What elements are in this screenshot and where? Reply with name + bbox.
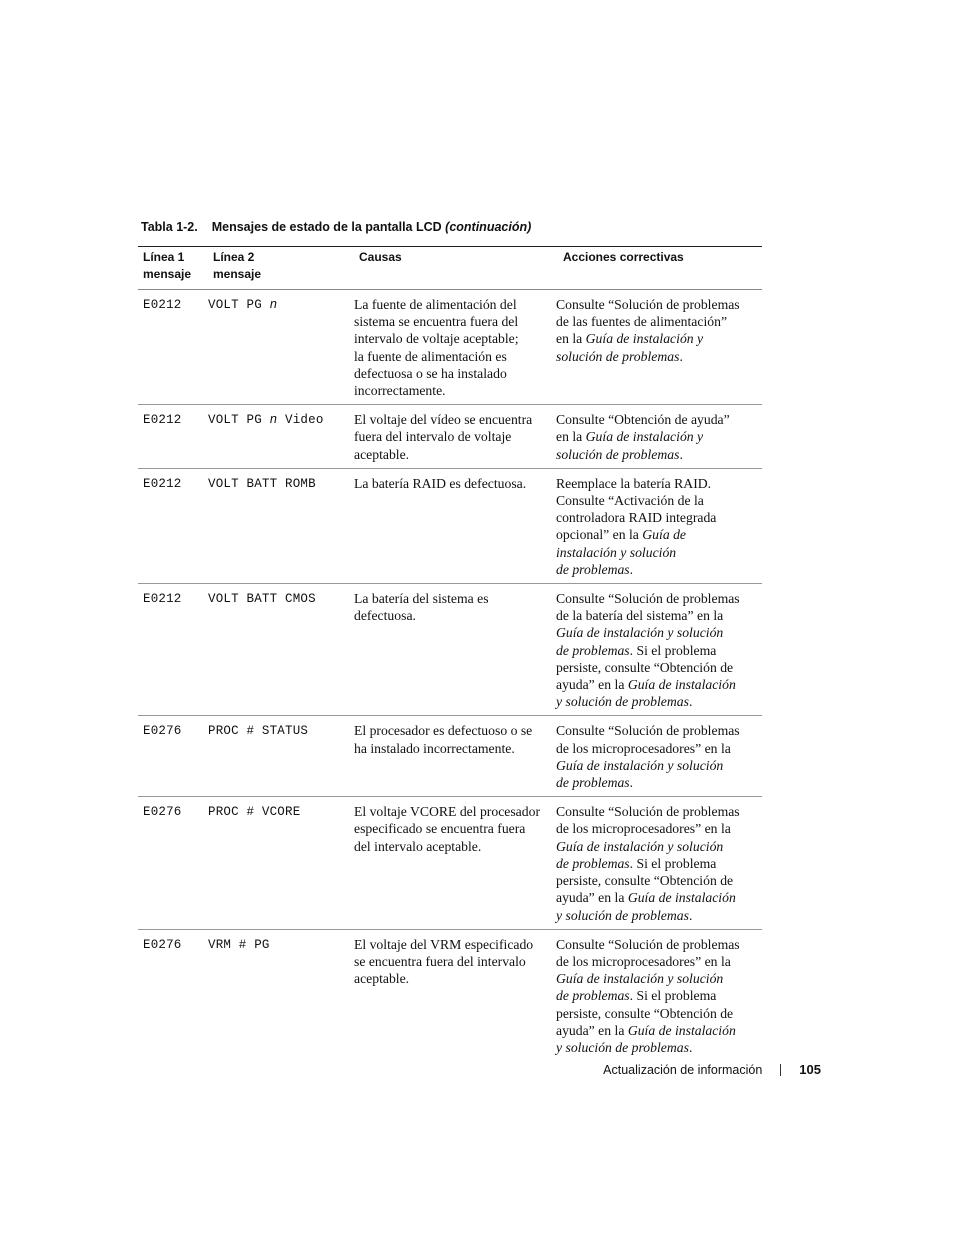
table-row <box>138 405 762 469</box>
action-reference: Guía de instalación <box>627 1022 736 1038</box>
header-line1-text: Línea 1 <box>143 250 185 264</box>
action-reference: y solución de problemas <box>556 694 689 710</box>
cause-line: La batería RAID es defectuosa. <box>354 475 527 491</box>
table-number: Tabla 1-2. <box>141 220 198 234</box>
action-line <box>556 428 755 445</box>
line1-code <box>138 469 208 578</box>
action-line <box>556 642 755 659</box>
action-reference: de problemas <box>556 855 630 871</box>
table-row <box>138 469 762 584</box>
action-text: . <box>679 446 683 462</box>
header-causes: Causas <box>359 250 402 264</box>
line2-message <box>208 290 354 399</box>
action-line <box>556 872 755 889</box>
action-text: . Si el problema <box>629 855 717 871</box>
table-body <box>138 290 762 1061</box>
cause-line: incorrectamente. <box>354 383 446 399</box>
action-line <box>556 803 755 820</box>
action-text: . <box>629 561 634 577</box>
action-text: persiste, consulte “Obtención de <box>556 1005 734 1021</box>
table-header-row <box>138 247 762 290</box>
message-text: VOLT BATT CMOS <box>208 592 316 607</box>
action-text: Reemplace la batería RAID. <box>556 475 712 491</box>
action-text: Consulte “Solución de problemas <box>556 591 740 607</box>
cause-cell <box>354 716 556 791</box>
page-footer <box>603 1062 821 1077</box>
cause-cell <box>354 290 556 399</box>
table-row <box>138 584 762 716</box>
action-reference: Guía de instalación y <box>585 331 704 347</box>
action-line <box>556 348 755 365</box>
cause-line: especificado se encuentra fuera <box>354 821 526 837</box>
action-text: ayuda” en la <box>556 1022 628 1038</box>
action-reference: Guía de instalación <box>627 890 736 906</box>
action-line <box>556 820 755 837</box>
action-reference: solución de problemas <box>556 348 680 364</box>
message-text: VOLT PG <box>208 298 270 312</box>
cause-cell <box>354 584 556 710</box>
action-text: Consulte “Activación de la <box>556 493 704 509</box>
message-text: PROC # VCORE <box>208 805 301 820</box>
action-text: de las fuentes de alimentación” <box>556 314 728 330</box>
action-line <box>556 590 755 607</box>
table-caption <box>141 220 531 234</box>
action-text: Consulte “Solución de problemas <box>556 936 740 952</box>
action-line <box>556 475 755 492</box>
table-row <box>138 290 762 405</box>
action-reference: de problemas <box>556 642 630 658</box>
action-cell <box>556 290 755 399</box>
action-cell <box>556 716 755 791</box>
action-line <box>556 624 755 641</box>
action-line <box>556 693 755 710</box>
message-variable: n <box>269 298 278 312</box>
action-text: opcional” en la <box>556 527 643 543</box>
action-reference: Guía de instalación y solución <box>556 971 724 987</box>
line1-code <box>138 930 208 1056</box>
action-reference: instalación y solución <box>556 544 677 560</box>
message-text: Video <box>277 413 324 428</box>
action-reference: de problemas <box>556 775 630 791</box>
message-text: VOLT PG <box>208 413 270 428</box>
action-cell <box>556 797 755 923</box>
cause-line: la fuente de alimentación es <box>354 348 507 364</box>
action-text: . <box>629 775 634 791</box>
line1-code-text: E0276 <box>143 805 182 820</box>
action-text: Consulte “Solución de problemas <box>556 804 740 820</box>
action-text: en la <box>556 429 586 445</box>
action-reference: Guía de <box>642 527 686 543</box>
line1-code-text: E0276 <box>143 724 182 739</box>
action-line <box>556 855 755 872</box>
action-line <box>556 411 755 428</box>
cause-line: La fuente de alimentación del <box>354 297 517 312</box>
header-line2-text: mensaje <box>213 267 262 281</box>
action-reference: Guía de instalación y solución <box>556 625 724 641</box>
action-text: de la batería del sistema” en la <box>556 608 724 624</box>
cause-line: El voltaje VCORE del procesador <box>354 804 541 820</box>
action-line <box>556 492 755 509</box>
action-text: ayuda” en la <box>556 890 628 906</box>
message-text: VRM # PG <box>208 937 270 952</box>
action-line <box>556 313 755 330</box>
line1-code-text: E0212 <box>143 413 182 428</box>
line1-code <box>138 584 208 710</box>
cause-line: aceptable. <box>354 446 410 462</box>
cause-line: El voltaje del VRM especificado <box>354 936 534 952</box>
line2-message <box>208 930 354 1056</box>
cause-line: del intervalo aceptable. <box>354 838 482 854</box>
line1-code-text: E0212 <box>143 592 182 607</box>
action-text: . <box>688 1039 693 1055</box>
cause-cell <box>354 469 556 578</box>
line1-code-text: E0276 <box>143 937 182 952</box>
table-title: Mensajes de estado de la pantalla LCD <box>211 220 442 234</box>
action-line <box>556 987 755 1004</box>
action-line <box>556 1005 755 1022</box>
message-variable: n <box>269 413 278 428</box>
action-line <box>556 774 755 791</box>
action-text: Consulte “Obtención de ayuda” <box>556 412 730 428</box>
action-line <box>556 722 755 739</box>
footer-separator <box>780 1064 781 1076</box>
line1-code <box>138 716 208 791</box>
cause-line: ha instalado incorrectamente. <box>354 740 515 756</box>
line2-message <box>208 716 354 791</box>
action-line <box>556 1022 755 1039</box>
action-line <box>556 1039 755 1056</box>
action-text: ayuda” en la <box>556 677 628 693</box>
cause-cell <box>354 797 556 923</box>
action-line <box>556 509 755 526</box>
line2-message <box>208 405 354 463</box>
cause-line: fuera del intervalo de voltaje <box>354 429 512 445</box>
line2-message <box>208 584 354 710</box>
cause-line: sistema se encuentra fuera del <box>354 314 519 330</box>
action-cell <box>556 469 755 578</box>
table-row <box>138 716 762 797</box>
action-text: Consulte “Solución de problemas <box>556 723 740 739</box>
action-line <box>556 970 755 987</box>
action-text: en la <box>556 331 586 347</box>
action-reference: Guía de instalación y solución <box>556 838 724 854</box>
action-text: controladora RAID integrada <box>556 510 717 526</box>
page-number: 105 <box>799 1062 821 1077</box>
header-actions: Acciones correctivas <box>563 250 684 264</box>
header-line1-text: mensaje <box>143 267 192 281</box>
action-line <box>556 561 755 578</box>
message-text: PROC # STATUS <box>208 724 309 739</box>
action-text: persiste, consulte “Obtención de <box>556 873 734 889</box>
header-line1 <box>138 249 213 283</box>
action-reference: Guía de instalación y solución <box>556 757 724 773</box>
cause-line: El voltaje del vídeo se encuentra <box>354 412 533 428</box>
action-reference: de problemas <box>556 988 630 1004</box>
action-text: . <box>688 694 693 710</box>
action-text: . Si el problema <box>629 642 717 658</box>
header-line2 <box>213 249 359 283</box>
action-line <box>556 953 755 970</box>
action-text: de los microprocesadores” en la <box>556 821 731 837</box>
cause-line: La batería del sistema es <box>354 591 489 607</box>
action-cell <box>556 584 755 710</box>
line1-code-text: E0212 <box>143 476 182 491</box>
action-line <box>556 330 755 347</box>
action-text: . <box>688 907 693 923</box>
action-reference: y solución de problemas <box>556 907 689 923</box>
action-line <box>556 907 755 924</box>
action-reference: de problemas <box>556 561 630 577</box>
header-line2-text: Línea 2 <box>213 250 255 264</box>
cause-cell <box>354 930 556 1056</box>
action-line <box>556 659 755 676</box>
cause-line: defectuosa o se ha instalado <box>354 365 507 381</box>
action-reference: y solución de problemas <box>556 1039 689 1055</box>
action-text: de los microprocesadores” en la <box>556 740 731 756</box>
cause-line: El procesador es defectuoso o se <box>354 723 533 739</box>
line1-code-text: E0212 <box>143 298 182 312</box>
action-line <box>556 446 755 463</box>
action-reference: Guía de instalación <box>627 677 736 693</box>
action-line <box>556 526 755 543</box>
action-line <box>556 936 755 953</box>
action-line <box>556 544 755 561</box>
cause-line: intervalo de voltaje aceptable; <box>354 331 519 347</box>
lcd-messages-table <box>138 246 762 1061</box>
line1-code <box>138 797 208 923</box>
footer-section-title: Actualización de información <box>603 1062 763 1077</box>
table-row <box>138 930 762 1061</box>
action-cell <box>556 405 755 463</box>
cause-cell <box>354 405 556 463</box>
action-text: . <box>679 348 683 364</box>
action-line <box>556 757 755 774</box>
cause-line: defectuosa. <box>354 608 416 624</box>
action-line <box>556 296 755 313</box>
action-cell <box>556 930 755 1056</box>
action-line <box>556 676 755 693</box>
message-text: VOLT BATT ROMB <box>208 476 316 491</box>
line1-code <box>138 405 208 463</box>
action-line <box>556 740 755 757</box>
action-reference: solución de problemas <box>556 446 680 462</box>
cause-line: aceptable. <box>354 971 410 987</box>
action-text: de los microprocesadores” en la <box>556 953 731 969</box>
action-text: . Si el problema <box>629 988 717 1004</box>
action-text: persiste, consulte “Obtención de <box>556 659 734 675</box>
action-reference: Guía de instalación y <box>585 429 704 445</box>
table-row <box>138 797 762 929</box>
cause-line: se encuentra fuera del intervalo <box>354 953 526 969</box>
action-line <box>556 607 755 624</box>
action-text: Consulte “Solución de problemas <box>556 297 740 312</box>
line2-message <box>208 469 354 578</box>
table-continued: (continuación) <box>445 220 532 234</box>
line1-code <box>138 290 208 399</box>
line2-message <box>208 797 354 923</box>
action-line <box>556 838 755 855</box>
action-line <box>556 889 755 906</box>
